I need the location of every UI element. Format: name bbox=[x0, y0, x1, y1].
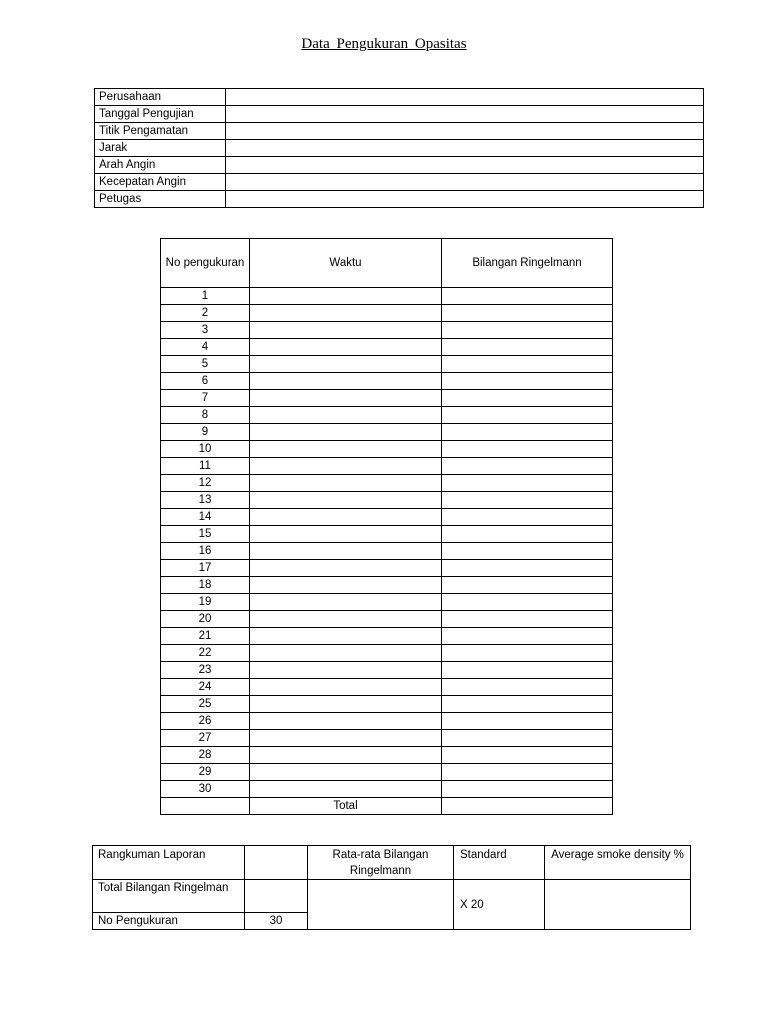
measurement-row bbox=[161, 577, 613, 594]
measurement-row bbox=[161, 492, 613, 509]
info-label: Arah Angin bbox=[95, 157, 226, 174]
measurement-row bbox=[161, 475, 613, 492]
measurement-no: 24 bbox=[161, 679, 250, 696]
measurement-bilangan-field[interactable] bbox=[442, 509, 613, 526]
measurement-row bbox=[161, 339, 613, 356]
measurement-waktu-field[interactable] bbox=[250, 526, 442, 543]
measurement-waktu-field[interactable] bbox=[250, 475, 442, 492]
measurement-row bbox=[161, 594, 613, 611]
info-value-field[interactable] bbox=[226, 106, 704, 123]
measurement-no: 8 bbox=[161, 407, 250, 424]
info-table bbox=[94, 88, 704, 208]
measurement-row bbox=[161, 458, 613, 475]
measurement-waktu-field[interactable] bbox=[250, 696, 442, 713]
measurement-no: 19 bbox=[161, 594, 250, 611]
measurement-bilangan-field[interactable] bbox=[442, 458, 613, 475]
measurement-bilangan-field[interactable] bbox=[442, 645, 613, 662]
measurement-waktu-field[interactable] bbox=[250, 322, 442, 339]
measurement-waktu-field[interactable] bbox=[250, 390, 442, 407]
measurement-waktu-field[interactable] bbox=[250, 679, 442, 696]
total-label: Total bbox=[250, 798, 442, 815]
info-label: Perusahaan bbox=[95, 89, 226, 106]
page-title: Data Pengukuran Opasitas bbox=[301, 36, 467, 52]
info-value-field[interactable] bbox=[226, 89, 704, 106]
measurement-bilangan-field[interactable] bbox=[442, 662, 613, 679]
measurement-bilangan-field[interactable] bbox=[442, 696, 613, 713]
measurement-no: 2 bbox=[161, 305, 250, 322]
measurement-row bbox=[161, 628, 613, 645]
measurement-bilangan-field[interactable] bbox=[442, 713, 613, 730]
measurement-row bbox=[161, 390, 613, 407]
measurement-row bbox=[161, 747, 613, 764]
measurement-no: 29 bbox=[161, 764, 250, 781]
measurement-waktu-field[interactable] bbox=[250, 577, 442, 594]
avg-ringelmann-header: Rata-rata Bilangan Ringelmann bbox=[308, 846, 454, 880]
measurement-waktu-field[interactable] bbox=[250, 764, 442, 781]
measurement-bilangan-field[interactable] bbox=[442, 492, 613, 509]
measurement-no: 22 bbox=[161, 645, 250, 662]
info-row bbox=[95, 140, 704, 157]
measurement-waktu-field[interactable] bbox=[250, 781, 442, 798]
measurement-no: 9 bbox=[161, 424, 250, 441]
avg-smoke-density-value[interactable] bbox=[545, 880, 691, 930]
measurement-waktu-field[interactable] bbox=[250, 509, 442, 526]
measurement-row bbox=[161, 356, 613, 373]
summary-table bbox=[92, 845, 691, 930]
info-row bbox=[95, 157, 704, 174]
measurement-waktu-field[interactable] bbox=[250, 356, 442, 373]
no-pengukuran-label: No Pengukuran bbox=[93, 913, 245, 930]
measurement-row bbox=[161, 322, 613, 339]
measurement-bilangan-field[interactable] bbox=[442, 628, 613, 645]
measurement-no: 12 bbox=[161, 475, 250, 492]
measurement-waktu-field[interactable] bbox=[250, 407, 442, 424]
avg-ringelmann-value[interactable] bbox=[308, 880, 454, 930]
total-bilangan-value[interactable] bbox=[245, 880, 308, 913]
measurement-bilangan-field[interactable] bbox=[442, 594, 613, 611]
measurement-row bbox=[161, 288, 613, 305]
measurement-row bbox=[161, 611, 613, 628]
measurement-waktu-field[interactable] bbox=[250, 441, 442, 458]
info-value-field[interactable] bbox=[226, 191, 704, 208]
measurement-bilangan-field[interactable] bbox=[442, 560, 613, 577]
measurement-bilangan-field[interactable] bbox=[442, 407, 613, 424]
measurement-no: 21 bbox=[161, 628, 250, 645]
info-value-field[interactable] bbox=[226, 140, 704, 157]
total-row-blank bbox=[161, 798, 250, 815]
measurement-waktu-field[interactable] bbox=[250, 662, 442, 679]
info-label: Kecepatan Angin bbox=[95, 174, 226, 191]
measurement-row bbox=[161, 730, 613, 747]
measurement-no: 1 bbox=[161, 288, 250, 305]
measurement-no: 20 bbox=[161, 611, 250, 628]
avg-smoke-density-header: Average smoke density % bbox=[545, 846, 691, 880]
measurement-bilangan-field[interactable] bbox=[442, 611, 613, 628]
measurement-no: 25 bbox=[161, 696, 250, 713]
measurement-row bbox=[161, 560, 613, 577]
header-bilangan-ringelmann: Bilangan Ringelmann bbox=[442, 239, 613, 288]
summary-header-blank[interactable] bbox=[245, 846, 308, 880]
measurement-waktu-field[interactable] bbox=[250, 543, 442, 560]
measurement-bilangan-field[interactable] bbox=[442, 339, 613, 356]
measurement-bilangan-field[interactable] bbox=[442, 441, 613, 458]
measurement-no: 26 bbox=[161, 713, 250, 730]
measurement-no: 16 bbox=[161, 543, 250, 560]
measurement-no: 4 bbox=[161, 339, 250, 356]
measurement-waktu-field[interactable] bbox=[250, 424, 442, 441]
measurement-no: 13 bbox=[161, 492, 250, 509]
measurement-waktu-field[interactable] bbox=[250, 560, 442, 577]
measurement-table bbox=[160, 238, 613, 815]
measurement-row bbox=[161, 424, 613, 441]
summary-header-row bbox=[93, 846, 691, 880]
measurement-bilangan-field[interactable] bbox=[442, 424, 613, 441]
measurement-no: 28 bbox=[161, 747, 250, 764]
total-bilangan-label: Total Bilangan Ringelman bbox=[93, 880, 245, 913]
info-label: Jarak bbox=[95, 140, 226, 157]
measurement-no: 10 bbox=[161, 441, 250, 458]
measurement-waktu-field[interactable] bbox=[250, 611, 442, 628]
measurement-row bbox=[161, 645, 613, 662]
measurement-bilangan-field[interactable] bbox=[442, 390, 613, 407]
measurement-no: 30 bbox=[161, 781, 250, 798]
measurement-no: 5 bbox=[161, 356, 250, 373]
measurement-no: 6 bbox=[161, 373, 250, 390]
info-row bbox=[95, 191, 704, 208]
measurement-no: 14 bbox=[161, 509, 250, 526]
measurement-waktu-field[interactable] bbox=[250, 305, 442, 322]
info-value-field[interactable] bbox=[226, 123, 704, 140]
measurement-row bbox=[161, 373, 613, 390]
info-row bbox=[95, 106, 704, 123]
info-row bbox=[95, 123, 704, 140]
measurement-no: 11 bbox=[161, 458, 250, 475]
measurement-waktu-field[interactable] bbox=[250, 747, 442, 764]
info-row bbox=[95, 89, 704, 106]
measurement-no: 17 bbox=[161, 560, 250, 577]
standard-header: Standard bbox=[454, 846, 545, 880]
measurement-row bbox=[161, 441, 613, 458]
measurement-waktu-field[interactable] bbox=[250, 645, 442, 662]
total-value-field[interactable] bbox=[442, 798, 613, 815]
measurement-row bbox=[161, 713, 613, 730]
measurement-no: 3 bbox=[161, 322, 250, 339]
measurement-row bbox=[161, 407, 613, 424]
measurement-bilangan-field[interactable] bbox=[442, 747, 613, 764]
measurement-row bbox=[161, 662, 613, 679]
measurement-row bbox=[161, 764, 613, 781]
measurement-header-row bbox=[161, 239, 613, 288]
summary-header-label: Rangkuman Laporan bbox=[93, 846, 245, 880]
measurement-waktu-field[interactable] bbox=[250, 288, 442, 305]
header-waktu: Waktu bbox=[250, 239, 442, 288]
measurement-bilangan-field[interactable] bbox=[442, 475, 613, 492]
measurement-waktu-field[interactable] bbox=[250, 628, 442, 645]
measurement-total-row bbox=[161, 798, 613, 815]
measurement-no: 18 bbox=[161, 577, 250, 594]
header-no-pengukuran: No pengukuran bbox=[161, 239, 250, 288]
measurement-bilangan-field[interactable] bbox=[442, 356, 613, 373]
measurement-no: 23 bbox=[161, 662, 250, 679]
measurement-no: 27 bbox=[161, 730, 250, 747]
measurement-row bbox=[161, 679, 613, 696]
info-label: Petugas bbox=[95, 191, 226, 208]
measurement-bilangan-field[interactable] bbox=[442, 322, 613, 339]
info-label: Titik Pengamatan bbox=[95, 123, 226, 140]
measurement-row bbox=[161, 305, 613, 322]
measurement-bilangan-field[interactable] bbox=[442, 373, 613, 390]
measurement-no: 7 bbox=[161, 390, 250, 407]
summary-total-row bbox=[93, 880, 691, 913]
measurement-row bbox=[161, 781, 613, 798]
measurement-bilangan-field[interactable] bbox=[442, 781, 613, 798]
info-value-field[interactable] bbox=[226, 157, 704, 174]
info-row bbox=[95, 174, 704, 191]
measurement-row bbox=[161, 543, 613, 560]
measurement-bilangan-field[interactable] bbox=[442, 526, 613, 543]
measurement-waktu-field[interactable] bbox=[250, 492, 442, 509]
measurement-waktu-field[interactable] bbox=[250, 713, 442, 730]
measurement-bilangan-field[interactable] bbox=[442, 730, 613, 747]
measurement-bilangan-field[interactable] bbox=[442, 577, 613, 594]
measurement-bilangan-field[interactable] bbox=[442, 543, 613, 560]
measurement-waktu-field[interactable] bbox=[250, 339, 442, 356]
measurement-bilangan-field[interactable] bbox=[442, 288, 613, 305]
measurement-row bbox=[161, 696, 613, 713]
measurement-row bbox=[161, 509, 613, 526]
no-pengukuran-value: 30 bbox=[245, 913, 308, 930]
measurement-no: 15 bbox=[161, 526, 250, 543]
measurement-bilangan-field[interactable] bbox=[442, 679, 613, 696]
measurement-waktu-field[interactable] bbox=[250, 594, 442, 611]
measurement-row bbox=[161, 526, 613, 543]
measurement-waktu-field[interactable] bbox=[250, 373, 442, 390]
info-value-field[interactable] bbox=[226, 174, 704, 191]
measurement-bilangan-field[interactable] bbox=[442, 305, 613, 322]
measurement-bilangan-field[interactable] bbox=[442, 764, 613, 781]
measurement-waktu-field[interactable] bbox=[250, 458, 442, 475]
measurement-waktu-field[interactable] bbox=[250, 730, 442, 747]
standard-value: X 20 bbox=[454, 880, 545, 930]
info-label: Tanggal Pengujian bbox=[95, 106, 226, 123]
